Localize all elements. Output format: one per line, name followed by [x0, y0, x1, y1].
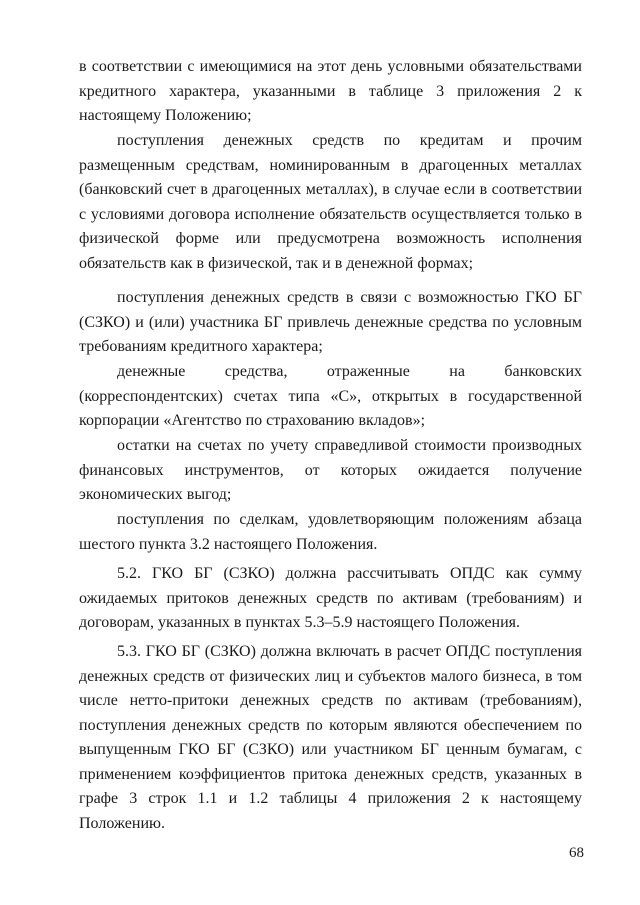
paragraph-5-3: 5.3. ГКО БГ (СЗКО) должна включать в расчет ОПДС поступления денежных средств от физических лиц и субъектов малого бизнеса, в том числе нетто-притоки денежных средств по активам (требованиям), поступления денежных средств по которым являются обеспечением по выпущенным ГКО БГ (СЗКО) или участником БГ ценным бумагам, с применением коэффициентов притока денежных средств, указанных в графе 3 строк 1.1 и 1.2 таблицы 4 приложения 2 к настоящему Положению. — [79, 643, 582, 832]
paragraph-6-container — [79, 508, 582, 557]
paragraph-7-container — [79, 562, 582, 636]
paragraph-precious-metals: поступления денежных средств по кредитам и прочим размещенным средствам, номинированным в драгоценных металлах (банковский счет в драгоценных металлах), в случае если в соответствии с условиями договора исполнение обязательств осуществляется только в физической форме или предусмотрена возможность исполнения обязательств как в физической, так и в денежной формах; — [79, 132, 582, 272]
paragraph-2-container — [79, 129, 582, 276]
paragraph-1-container — [79, 55, 582, 129]
paragraph-derivatives: остатки на счетах по учету справедливой стоимости производных финансовых инструментов, от которых ожидается получение экономических выгод; — [79, 437, 582, 503]
paragraph-continuation: в соответствии с имеющимися на этот день условными обязательствами кредитного характера, указанными в таблице 3 приложения 2 к настоящему Положению; — [79, 58, 582, 124]
paragraph-type-c-accounts: денежные средства, отраженные на банковских (корреспондентских) счетах типа «С», открытых в государственной корпорации «Агентство по страхованию вкладов»; — [79, 363, 582, 429]
paragraph-4-container — [79, 360, 582, 434]
paragraph-8-container — [79, 640, 582, 836]
paragraph-5-2: 5.2. ГКО БГ (СЗКО) должна рассчитывать ОПДС как сумму ожидаемых притоков денежных средств по активам (требованиям) и договорам, указанных в пунктах 5.3–5.9 настоящего Положения. — [79, 565, 582, 631]
paragraph-conditional-claims: поступления денежных средств в связи с возможностью ГКО БГ (СЗКО) и (или) участника БГ привлечь денежные средства по условным требованиям кредитного характера; — [79, 289, 582, 355]
paragraph-3-container — [79, 286, 582, 360]
paragraph-deals: поступления по сделкам, удовлетворяющим положениям абзаца шестого пункта 3.2 настоящего Положения. — [79, 511, 582, 553]
page-number: 68 — [569, 845, 584, 861]
paragraph-5-container — [79, 434, 582, 508]
